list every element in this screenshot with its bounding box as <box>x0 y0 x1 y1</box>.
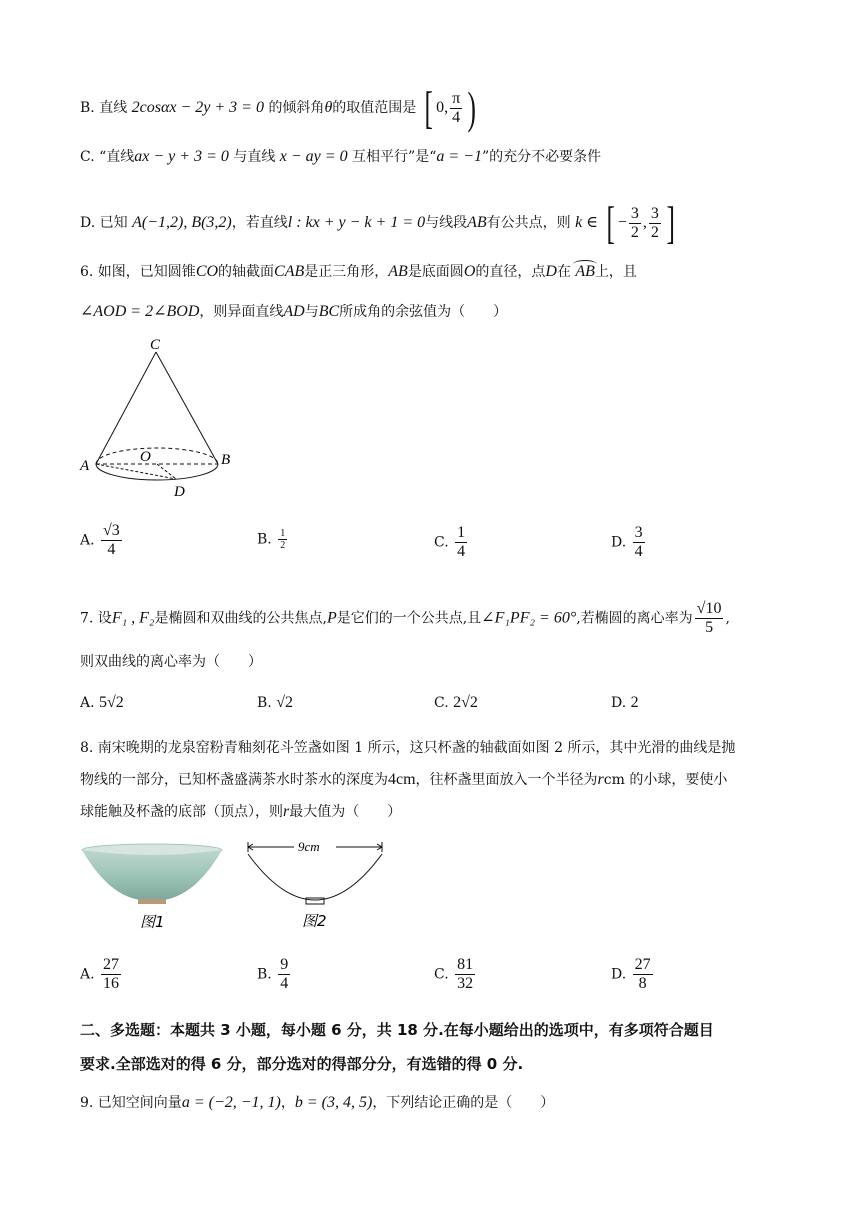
q9-line: 9. 已知空间向量a = (−2, −1, 1)，b = (3, 4, 5)，下列结论正确的是（ ） <box>80 1094 555 1111</box>
q6-option-d[interactable]: D. $\frac{3}{4}$ <box>611 524 643 560</box>
label-d: D <box>174 484 185 500</box>
cone-edge-cb <box>156 352 218 464</box>
label-a: A <box>80 458 90 474</box>
bowl-body <box>82 850 222 900</box>
section-2-heading-line2: 要求.全部选对的得 6 分，部分选对的得部分分，有选错的得 0 分. <box>80 1055 524 1073</box>
bowl-foot <box>138 899 166 904</box>
label-o: O <box>140 449 151 465</box>
label-c: C <box>150 337 161 353</box>
k-upper-fraction: $\frac{3}{2}$ <box>650 204 659 241</box>
option-b-line: B. 直线 2cosαx − 2y + 3 = 0 的倾斜角θ的取值范围是 [ 0, $\frac{\pi}{4}$ ) <box>80 82 477 133</box>
fig1-caption: 图1 <box>140 913 165 931</box>
q6-option-a[interactable]: A. $\frac{√3}{4}$ <box>80 522 120 558</box>
q8-option-c[interactable]: C. $\frac{81}{32}$ <box>434 956 474 992</box>
q6-option-c[interactable]: C. $\frac{1}{4}$ <box>434 524 466 560</box>
arc-ab: AB <box>575 263 595 280</box>
q8-line3: 球能触及杯盏的底部（顶点），则r最大值为（ ） <box>80 803 402 820</box>
option-c-line: C. “直线ax − y + 3 = 0 与直线 x − ay = 0 互相平行”是“a = −1”的充分不必要条件 <box>80 148 602 165</box>
range-fraction: $\frac{\pi}{4}$ <box>452 89 461 126</box>
section-2-heading-line1: 二、多选题：本题共 3 小题，每小题 6 分，共 18 分.在每小题给出的选项中，有多项符合题目 <box>80 1021 714 1039</box>
q6-option-b[interactable]: B. $\frac{1}{2}$ <box>257 528 286 551</box>
q7-option-b[interactable]: B. √2 <box>257 694 293 711</box>
q6-line2: ∠AOD = 2∠BOD，则异面直线AD与BC所成角的余弦值为（ ） <box>80 303 508 320</box>
bowl-photo-figure <box>78 840 228 935</box>
base-front-arc <box>96 464 218 480</box>
q7-option-d[interactable]: D. 2 <box>611 694 639 711</box>
option-d-line: D. 已知 A(−1,2), B(3,2)，若直线l : kx + y − k + 1 = 0与线段AB有公共点，则 k ∈ [ − $\frac{3}{2}$ , $\frac{3}{2}$ ] <box>80 197 675 248</box>
cone-figure <box>76 334 236 504</box>
line-equation: 2cosαx − 2y + 3 = 0 <box>131 99 264 116</box>
k-lower-fraction: $\frac{3}{2}$ <box>630 204 639 241</box>
fig2-caption: 图2 <box>302 912 327 930</box>
q8-option-b[interactable]: B. $\frac{9}{4}$ <box>257 956 289 992</box>
segment-ad <box>96 464 176 479</box>
bowl-base <box>306 898 324 904</box>
base-back-arc <box>96 448 218 464</box>
q8-line1: 8. 南宋晚期的龙泉窑粉青釉刻花斗笠盏如图 1 所示，这只杯盏的轴截面如图 2 所示，其中光滑的曲线是抛 <box>80 740 736 756</box>
q6-line1: 6. 如图，已知圆锥CO的轴截面CAB是正三角形，AB是底面圆O的直径，点D在 AB上，且 <box>80 263 637 280</box>
q7-option-c[interactable]: C. 2√2 <box>434 694 478 711</box>
parabola-curve <box>248 854 382 900</box>
ellipse-eccentricity: $\frac{√10}{5}$ <box>696 600 722 636</box>
cone-edge-ca <box>96 352 156 464</box>
vector-a: a = (−2, −1, 1) <box>181 1094 281 1111</box>
bowl-section-figure <box>240 836 390 936</box>
q8-option-a[interactable]: A. $\frac{27}{16}$ <box>80 956 120 992</box>
q7-line1: 7. 设F₁ , F₂是椭圆和双曲线的公共焦点,P是它们的一个公共点,且∠F₁PF₂ = 60°,若椭圆的离心率为 $\frac{√10}{5}$ , <box>80 600 730 636</box>
width-label: 9cm <box>298 839 320 854</box>
q7-option-a[interactable]: A. 5√2 <box>80 694 124 711</box>
left-bracket: [ <box>424 82 433 133</box>
right-paren: ) <box>467 82 477 133</box>
q8-line2: 物线的一部分，已知杯盏盛满茶水时茶水的深度为4cm，往杯盏里面放入一个半径为rcm 的小球，要使小 <box>80 771 728 788</box>
label-b: B <box>221 452 231 468</box>
q8-option-d[interactable]: D. $\frac{27}{8}$ <box>611 956 651 992</box>
vector-b: b = (3, 4, 5) <box>294 1094 373 1111</box>
q7-line2: 则双曲线的离心率为（ ） <box>80 654 262 670</box>
